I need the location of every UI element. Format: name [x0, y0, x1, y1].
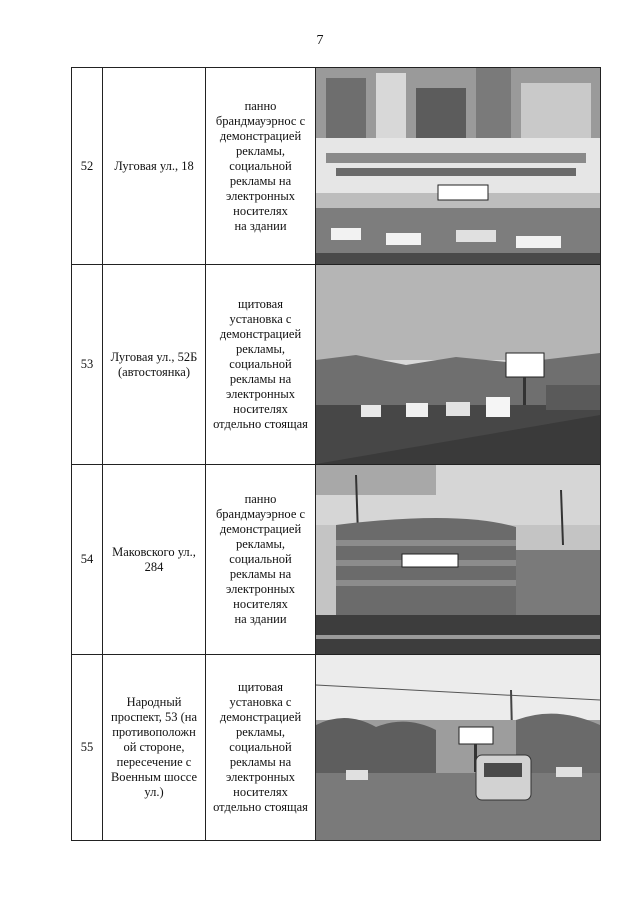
row-number: 53	[72, 265, 103, 465]
road-billboard-photo	[316, 655, 600, 840]
building-facade-photo	[316, 68, 600, 264]
table-row	[72, 655, 601, 841]
advertising-locations-table	[71, 67, 601, 841]
page-number: 7	[316, 33, 324, 48]
row-number: 52	[72, 68, 103, 265]
billboard-marker	[402, 554, 458, 567]
row-number: 55	[72, 655, 103, 841]
row-photo	[316, 265, 601, 465]
row-structure-type: щитовая установка с демонстрацией рекламы, социальной рекламы на электронных носителях отдельно стоящая	[206, 655, 316, 841]
row-number: 54	[72, 465, 103, 655]
row-address: Луговая ул., 18	[103, 68, 206, 265]
row-structure-type: щитовая установка с демонстрацией рекламы, социальной рекламы на электронных носителях отдельно стоящая	[206, 265, 316, 465]
row-address: Народный проспект, 53 (на противоположн ой стороне, пересечение с Военным шоссе ул.)	[103, 655, 206, 841]
row-address: Луговая ул., 52Б (автостоянка)	[103, 265, 206, 465]
billboard-marker	[438, 185, 488, 200]
street-billboard-photo	[316, 265, 600, 464]
row-structure-type: панно брандмауэрнос с демонстрацией рекламы, социальной рекламы на электронных носителях на здании	[206, 68, 316, 265]
row-structure-type: панно брандмауэрное с демонстрацией рекламы, социальной рекламы на электронных носителях на здании	[206, 465, 316, 655]
row-photo	[316, 655, 601, 841]
row-address: Маковского ул., 284	[103, 465, 206, 655]
row-photo	[316, 68, 601, 265]
row-photo	[316, 465, 601, 655]
table-row	[72, 68, 601, 265]
billboard-marker	[506, 353, 544, 377]
billboard-marker	[459, 727, 493, 744]
table-row	[72, 465, 601, 655]
table-row	[72, 265, 601, 465]
stadium-facade-photo	[316, 465, 600, 654]
